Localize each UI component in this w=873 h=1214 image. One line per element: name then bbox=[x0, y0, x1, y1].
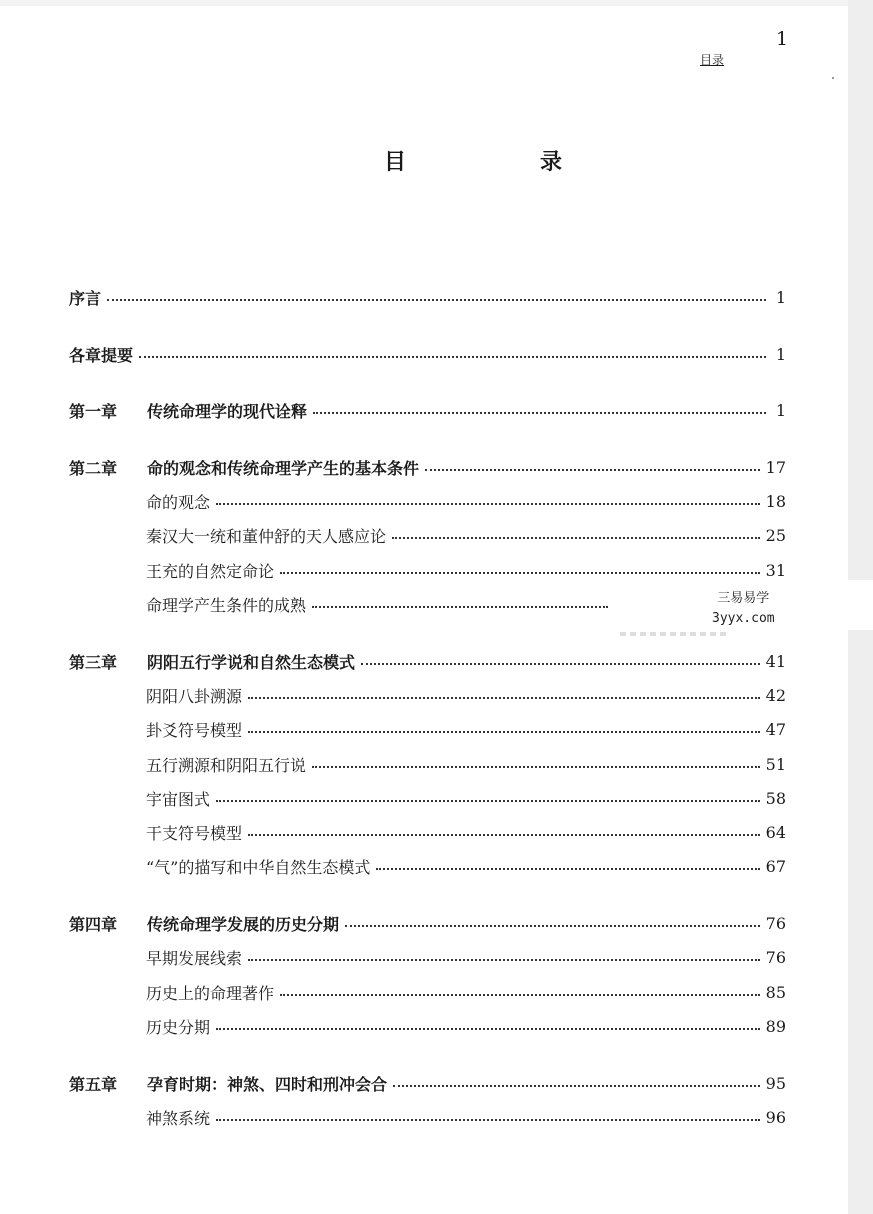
toc-entry[interactable] bbox=[69, 454, 786, 480]
toc-entry-title: 命理学产生条件的成熟 bbox=[146, 595, 307, 615]
toc-entry-title: 神煞系统 bbox=[146, 1108, 211, 1128]
toc-entry-title: 阴阳八卦溯源 bbox=[146, 686, 243, 706]
toc-entry-label bbox=[69, 912, 339, 935]
toc-chapter-number: 第五章 bbox=[69, 1074, 118, 1094]
dot-leader bbox=[139, 356, 766, 358]
toc-page-number: 42 bbox=[765, 685, 786, 705]
dot-leader bbox=[216, 800, 760, 802]
dot-leader bbox=[107, 299, 766, 301]
toc-entry[interactable] bbox=[69, 284, 786, 310]
dot-leader bbox=[361, 663, 760, 665]
toc-entry[interactable] bbox=[146, 1013, 786, 1039]
toc-entry[interactable] bbox=[146, 488, 786, 514]
dot-leader bbox=[313, 412, 766, 414]
toc-entry[interactable] bbox=[146, 785, 786, 811]
toc-chapter-number: 第四章 bbox=[69, 914, 118, 934]
toc-page-number: 17 bbox=[765, 457, 786, 477]
toc-page-number: 95 bbox=[765, 1073, 786, 1093]
toc-entry[interactable] bbox=[146, 819, 786, 845]
dot-leader bbox=[345, 925, 760, 927]
toc-page-number: 85 bbox=[765, 982, 786, 1002]
toc-entry-label bbox=[69, 1072, 387, 1095]
toc-entry[interactable] bbox=[69, 397, 786, 423]
toc-entry-label bbox=[69, 456, 419, 479]
toc-entry-label bbox=[146, 559, 274, 582]
toc-chapter-number: 第一章 bbox=[69, 401, 118, 421]
toc-entry-title: 历史上的命理著作 bbox=[146, 983, 275, 1003]
toc-entry-title: 宇宙图式 bbox=[146, 789, 211, 809]
toc-page-number: 18 bbox=[765, 491, 786, 511]
toc-entry[interactable] bbox=[69, 341, 786, 367]
toc-entry-label bbox=[146, 684, 242, 707]
dot-leader bbox=[216, 1119, 760, 1121]
toc-entry-label bbox=[69, 343, 133, 366]
toc-entry-title: 各章提要 bbox=[69, 345, 134, 365]
page-number: 1 bbox=[776, 28, 789, 50]
toc-page-number: 31 bbox=[765, 560, 786, 580]
toc-entry-label bbox=[146, 1015, 210, 1038]
top-edge-shade bbox=[0, 0, 848, 6]
toc-entry[interactable] bbox=[146, 751, 786, 777]
toc-entry[interactable] bbox=[146, 944, 786, 970]
dot-leader bbox=[216, 1028, 760, 1030]
toc-entry-title: 命的观念 bbox=[146, 492, 211, 512]
dot-leader bbox=[393, 1085, 760, 1087]
toc-page-number: 1 bbox=[775, 400, 786, 420]
toc-entry[interactable] bbox=[146, 591, 614, 617]
toc-entry-title: 命的观念和传统命理学产生的基本条件 bbox=[147, 458, 420, 478]
toc-entry-title: 阴阳五行学说和自然生态模式 bbox=[147, 652, 356, 672]
watermark-line-2: 3yyx.com bbox=[712, 611, 775, 626]
toc-entry-label bbox=[146, 524, 386, 547]
toc-entry[interactable] bbox=[146, 716, 786, 742]
dot-leader bbox=[216, 503, 760, 505]
dot-leader bbox=[312, 606, 608, 608]
toc-entry[interactable] bbox=[146, 557, 786, 583]
toc-entry-title: “气”的描写和中华自然生态模式 bbox=[146, 857, 371, 877]
toc-entry-title: 卦爻符号模型 bbox=[146, 720, 243, 740]
toc-entry-label bbox=[69, 399, 307, 422]
toc-entry-title: 早期发展线索 bbox=[146, 948, 243, 968]
dot-leader bbox=[248, 959, 760, 961]
toc-entry-label bbox=[146, 946, 242, 969]
toc-entry-label bbox=[146, 1106, 210, 1129]
toc-entry-label bbox=[146, 593, 306, 616]
toc-page-number: 41 bbox=[765, 651, 786, 671]
toc-page-number: 76 bbox=[765, 913, 786, 933]
toc-entry[interactable] bbox=[69, 910, 786, 936]
watermark bbox=[712, 589, 775, 629]
toc-entry[interactable] bbox=[69, 1070, 786, 1096]
toc-entry[interactable] bbox=[146, 522, 786, 548]
toc-page-number: 96 bbox=[765, 1107, 786, 1127]
toc-entry-title: 王充的自然定命论 bbox=[146, 561, 275, 581]
toc-chapter-number: 第二章 bbox=[69, 458, 118, 478]
toc-page-number: 76 bbox=[765, 947, 786, 967]
toc-entry-title: 五行溯源和阴阳五行说 bbox=[146, 755, 307, 775]
page-edge-strip bbox=[848, 0, 873, 1214]
toc-entry[interactable] bbox=[146, 853, 786, 879]
dot-leader bbox=[248, 731, 760, 733]
toc-entry-title: 孕育时期：神煞、四时和刑冲会合 bbox=[147, 1074, 388, 1094]
toc-entry-label bbox=[146, 753, 306, 776]
dot-leader bbox=[425, 469, 760, 471]
toc-entry-title: 传统命理学发展的历史分期 bbox=[147, 914, 340, 934]
toc-entry-label bbox=[146, 490, 210, 513]
dot-leader bbox=[376, 868, 759, 870]
watermark-line-1: 三易易学 bbox=[717, 591, 770, 606]
toc-page-number: 25 bbox=[765, 525, 786, 545]
dot-leader bbox=[312, 766, 760, 768]
toc-page-number: 51 bbox=[765, 754, 786, 774]
toc-page-number: 1 bbox=[775, 344, 786, 364]
toc-page-number: 89 bbox=[765, 1016, 786, 1036]
toc-entry[interactable] bbox=[69, 648, 786, 674]
toc-entry[interactable] bbox=[146, 979, 786, 1005]
toc-entry-label bbox=[69, 286, 101, 309]
toc-page-number: 64 bbox=[765, 822, 786, 842]
dot-leader bbox=[248, 697, 760, 699]
toc-entry-label bbox=[146, 855, 370, 878]
toc-entry-label bbox=[146, 718, 242, 741]
dot-leader bbox=[392, 537, 760, 539]
toc-entry-title: 干支符号模型 bbox=[146, 823, 243, 843]
running-header: 目录 bbox=[700, 53, 725, 67]
page-title: 目 录 bbox=[384, 149, 619, 175]
toc-entry-label bbox=[146, 821, 242, 844]
toc-page-number: 67 bbox=[765, 856, 786, 876]
toc-entry-title: 序言 bbox=[69, 288, 102, 308]
toc-chapter-number: 第三章 bbox=[69, 652, 118, 672]
toc-entry-title: 历史分期 bbox=[146, 1017, 211, 1037]
toc-entry-label bbox=[69, 650, 355, 673]
dot-leader bbox=[248, 834, 760, 836]
toc-entry-title: 传统命理学的现代诠释 bbox=[147, 401, 308, 421]
toc-page-number: 1 bbox=[775, 287, 786, 307]
dot-leader bbox=[280, 994, 760, 996]
toc-entry-label bbox=[146, 981, 274, 1004]
toc-entry[interactable] bbox=[146, 1104, 786, 1130]
toc-page-number: 58 bbox=[765, 788, 786, 808]
toc-entry-label bbox=[146, 787, 210, 810]
dot-leader bbox=[280, 572, 760, 574]
toc-entry[interactable] bbox=[146, 682, 786, 708]
toc-page-number: 47 bbox=[765, 719, 786, 739]
toc-entry-title: 秦汉大一统和董仲舒的天人感应论 bbox=[146, 526, 387, 546]
